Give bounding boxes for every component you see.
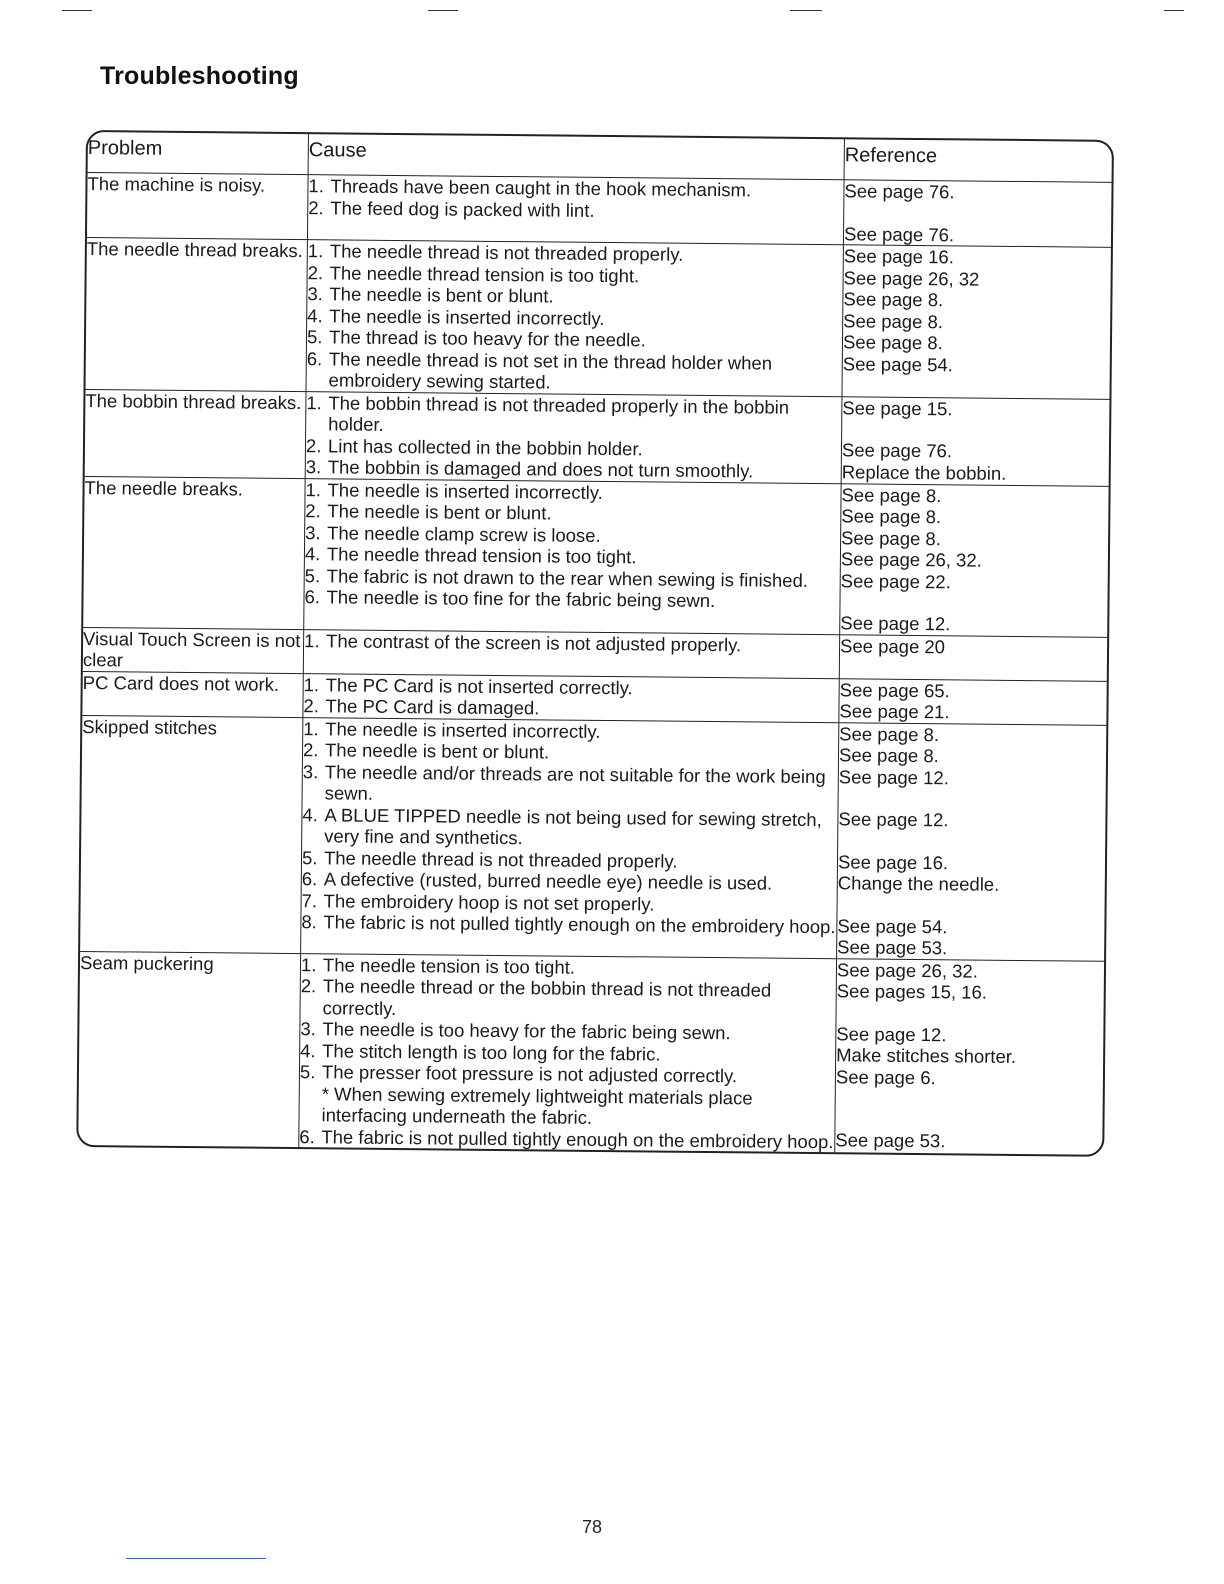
cause-list	[307, 240, 843, 396]
cause-number: 2.	[308, 196, 324, 218]
reference-item: See page 54.	[842, 352, 953, 375]
cause-text: The needle tension is too tight.	[322, 953, 576, 978]
cause-number: 2.	[300, 975, 317, 997]
cause-number: 8.	[301, 911, 317, 933]
cause-item	[299, 1126, 834, 1153]
cause-number	[299, 1083, 321, 1126]
reference-item: See page 53.	[837, 936, 948, 959]
reference-cell	[839, 679, 1106, 726]
reference-item: See page 76.	[844, 180, 955, 203]
reference-list	[840, 635, 1107, 659]
cause-number: 4.	[300, 1039, 316, 1061]
cause-number: 6.	[301, 868, 318, 890]
cause-number: 2.	[303, 695, 320, 717]
reference-list	[835, 959, 1104, 1154]
cause-number: 2.	[302, 739, 319, 761]
cause-text: The PC Card is not inserted correctly.	[325, 673, 633, 698]
table-row	[80, 715, 1106, 961]
cause-text: The needle thread is not threaded properly.	[323, 846, 678, 872]
cause-text: The needle is inserted incorrectly.	[327, 478, 603, 503]
reference-list	[840, 484, 1108, 637]
cause-item	[308, 197, 843, 224]
reference-item: See page 8.	[841, 526, 942, 549]
problem-cell: The needle breaks.	[83, 477, 305, 630]
reference-item: Change the needle.	[837, 872, 1000, 895]
cause-text: The thread is too heavy for the needle.	[328, 326, 646, 351]
reference-item: See page 20	[839, 634, 946, 657]
cause-text: The needle is inserted incorrectly.	[325, 717, 601, 742]
table-row	[78, 951, 1104, 1154]
cause-text: * When sewing extremely lightweight materials place interfacing underneath the fabric.	[321, 1082, 753, 1128]
cause-text: The fabric is not pulled tightly enough on the embroidery hoop.	[321, 1125, 834, 1152]
page-title: Troubleshooting	[100, 62, 299, 90]
scan-edge-mark	[1164, 10, 1184, 11]
cause-text: The needle thread is not threaded properly.	[329, 240, 684, 265]
cause-number: 3.	[307, 283, 323, 305]
cause-number: 4.	[304, 543, 321, 565]
reference-item: See page 8.	[841, 483, 942, 506]
cause-item	[306, 392, 841, 440]
cause-text: The needle thread is not set in the thread holder when embroidery sewing started.	[328, 347, 773, 393]
reference-list	[844, 180, 1112, 247]
page-number: 78	[581, 1517, 603, 1537]
cause-number: 6.	[304, 586, 321, 608]
reference-list	[843, 245, 1111, 377]
cause-list	[301, 718, 838, 938]
reference-item: See page 8.	[843, 309, 944, 332]
reference-cell	[840, 635, 1107, 682]
reference-item: See page 53.	[835, 1129, 946, 1152]
reference-item: See page 12.	[838, 765, 950, 788]
reference-item: See page 12.	[838, 808, 949, 831]
cause-text: The fabric is not pulled tightly enough on the embroidery hoop.	[323, 911, 836, 938]
cause-number: 1.	[304, 629, 320, 651]
problem-cell: Visual Touch Screen is not clear	[83, 627, 304, 673]
cause-number: 2.	[305, 500, 321, 522]
cause-item	[307, 348, 842, 396]
cause-text: The needle is bent or blunt.	[324, 739, 550, 763]
reference-item: See page 8.	[842, 331, 943, 354]
reference-item: See page 8.	[838, 744, 939, 767]
problem-cell: The needle thread breaks.	[86, 238, 308, 392]
cause-text: The needle is too heavy for the fabric being sewn.	[322, 1018, 731, 1044]
cause-number: 6.	[306, 347, 323, 369]
header-cause: Cause	[309, 134, 845, 180]
cause-cell	[301, 718, 839, 959]
cause-text: Threads have been caught in the hook mechanism.	[330, 175, 752, 201]
reference-item: See page 26, 32.	[840, 548, 982, 571]
cause-text: The needle is bent or blunt.	[329, 283, 554, 307]
reference-item: See page 26, 32	[843, 266, 980, 290]
cause-number: 2.	[307, 261, 324, 283]
reference-item: See page 8.	[839, 722, 940, 745]
reference-item: See page 8.	[841, 505, 942, 528]
cause-number: 2.	[305, 434, 322, 456]
scan-edge-mark	[428, 10, 458, 11]
cause-number: 4.	[307, 304, 323, 326]
reference-list	[839, 679, 1106, 725]
cause-cell	[303, 674, 839, 723]
reference-item: See page 76.	[841, 439, 953, 462]
problem-cell: Skipped stitches	[80, 715, 303, 953]
reference-cell	[842, 245, 1110, 399]
cause-number: 4.	[302, 803, 318, 825]
cause-number: 3.	[305, 521, 321, 543]
cause-text: The needle is too fine for the fabric being sewn.	[326, 586, 716, 612]
cause-text: The fabric is not drawn to the rear when sewing is finished.	[326, 564, 809, 591]
reference-item: See page 8.	[843, 288, 944, 311]
problem-cell: PC Card does not work.	[82, 671, 303, 717]
cause-cell	[308, 175, 845, 245]
scan-edge-mark	[62, 10, 92, 11]
cause-text: The bobbin thread is not threaded properly in the bobbin holder.	[328, 391, 790, 435]
cause-number: 1.	[307, 240, 324, 262]
cause-cell	[304, 479, 841, 635]
scan-edge-mark	[790, 10, 822, 11]
cause-number: 3.	[302, 760, 319, 782]
troubleshooting-table-container	[76, 130, 1110, 1157]
cause-list	[303, 674, 838, 722]
reference-item: See page 16.	[843, 245, 955, 268]
cause-item	[303, 761, 838, 809]
cause-text: A defective (rusted, burred needle eye) needle is used.	[323, 868, 773, 894]
reference-item: See page 21.	[839, 700, 950, 723]
cause-text: The needle thread tension is too tight.	[329, 261, 640, 286]
cause-list	[306, 392, 842, 483]
cause-number: 5.	[304, 564, 321, 586]
reference-cell	[844, 180, 1112, 248]
reference-item: See page 16.	[837, 850, 949, 873]
cause-text: The needle thread or the bobbin thread is not threaded correctly.	[322, 975, 772, 1019]
cause-cell	[306, 240, 843, 397]
reference-cell	[842, 397, 1110, 487]
cause-cell	[306, 392, 843, 484]
reference-item: See page 26, 32.	[836, 958, 979, 982]
cause-item	[301, 911, 836, 938]
header-problem: Problem	[88, 132, 309, 175]
cause-text: The contrast of the screen is not adjusted properly.	[326, 629, 742, 655]
problem-cell: The machine is noisy.	[87, 173, 309, 240]
cause-number: 7.	[301, 889, 318, 911]
reference-item: See page 6.	[835, 1065, 936, 1088]
cause-number: 5.	[301, 846, 318, 868]
cause-list	[308, 175, 843, 223]
table-row	[86, 238, 1111, 399]
table-row	[85, 390, 1110, 487]
table-row	[83, 477, 1108, 638]
cause-note	[299, 1083, 834, 1131]
cause-text: The needle thread tension is too tight.	[326, 543, 637, 568]
cause-text: A BLUE TIPPED needle is not being used for sewing stretch, very fine and synthetics.	[324, 803, 822, 849]
reference-item: Replace the bobbin.	[841, 460, 1007, 484]
cause-text: The bobbin is damaged and does not turn smoothly.	[327, 456, 754, 482]
reference-list	[842, 397, 1110, 485]
cause-number: 1.	[303, 673, 320, 695]
cause-list	[304, 630, 839, 657]
reference-cell	[837, 723, 1106, 962]
reference-cell	[835, 959, 1104, 1155]
cause-text: The feed dog is packed with lint.	[330, 196, 595, 221]
cause-text: The needle is bent or blunt.	[327, 500, 552, 524]
table-row	[87, 173, 1112, 248]
cause-list	[299, 954, 836, 1153]
cause-number: 1.	[306, 391, 322, 413]
cause-item	[304, 630, 839, 657]
problem-cell: The bobbin thread breaks.	[85, 390, 307, 479]
cause-text: The PC Card is damaged.	[325, 695, 540, 719]
bottom-rule	[126, 1558, 266, 1559]
header-reference: Reference	[845, 139, 1112, 183]
cause-number: 6.	[299, 1125, 315, 1147]
cause-item	[302, 804, 837, 852]
reference-item: See page 54.	[837, 914, 948, 937]
troubleshooting-table	[76, 130, 1114, 1157]
reference-item: See page 65.	[839, 678, 950, 701]
reference-item: See pages 15, 16.	[836, 980, 988, 1003]
cause-number: 5.	[306, 326, 323, 348]
cause-item	[300, 975, 835, 1023]
reference-item: See page 12.	[840, 612, 951, 635]
cause-text: The presser foot pressure is not adjusted correctly.	[321, 1061, 738, 1087]
cause-text: The needle and/or threads are not suitable for the work being sewn.	[324, 760, 826, 804]
reference-item: See page 15.	[842, 396, 953, 419]
reference-item: See page 76.	[843, 222, 955, 245]
cause-text: The embroidery hoop is not set properly.	[323, 889, 655, 914]
cause-number: 1.	[305, 478, 322, 500]
reference-item: Make stitches shorter.	[836, 1044, 1017, 1067]
cause-cell	[299, 954, 837, 1153]
cause-text: The needle is inserted incorrectly.	[329, 304, 605, 329]
reference-item: See page 22.	[840, 569, 951, 592]
reference-list	[837, 723, 1106, 961]
cause-list	[304, 479, 840, 613]
reference-item: See page 12.	[836, 1022, 947, 1045]
cause-number: 1.	[308, 175, 325, 197]
cause-text: The stitch length is too long for the fabric.	[322, 1039, 661, 1065]
cause-number: 3.	[300, 1018, 316, 1040]
cause-text: The needle clamp screw is loose.	[327, 521, 601, 546]
cause-cell	[304, 630, 840, 679]
cause-number: 5.	[299, 1061, 316, 1083]
reference-cell	[840, 484, 1108, 638]
cause-number: 1.	[300, 953, 317, 975]
cause-text: Lint has collected in the bobbin holder.	[327, 434, 643, 459]
problem-cell: Seam puckering	[78, 951, 301, 1147]
cause-item	[304, 586, 839, 613]
cause-number: 1.	[303, 717, 319, 739]
cause-number: 3.	[305, 456, 322, 478]
